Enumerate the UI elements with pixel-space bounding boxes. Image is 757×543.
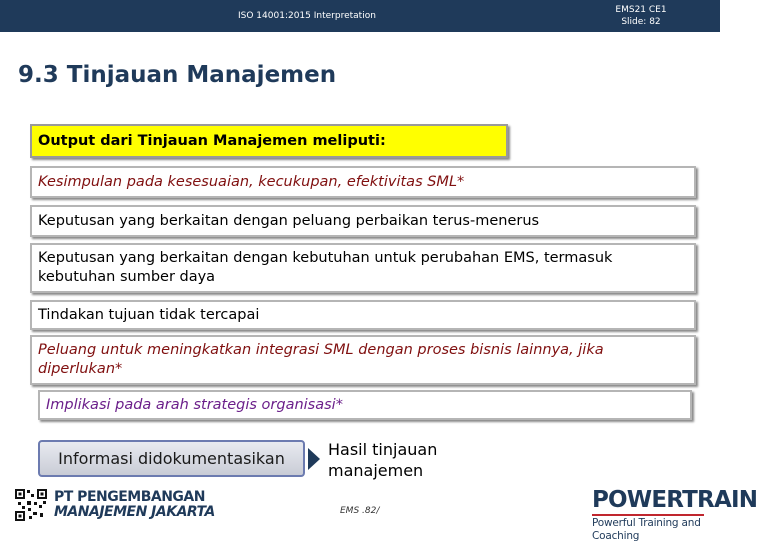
slide-code bbox=[611, 4, 671, 28]
code-line-1: EMS21 CE1 bbox=[615, 5, 667, 15]
item-integration-opportunities: Peluang untuk meningkatkan integrasi SML dengan proses bisnis lainnya, jika diperlukan* bbox=[30, 335, 696, 385]
item-change-decisions: Keputusan yang berkaitan dengan kebutuhan untuk perubahan EMS, termasuk kebutuhan sumber daya bbox=[30, 243, 696, 293]
page-code: EMS .82/ bbox=[340, 506, 380, 516]
item-objectives-not-achieved: Tindakan tujuan tidak tercapai bbox=[30, 300, 696, 330]
company-name-line-1: PT PENGEMBANGAN bbox=[54, 489, 205, 505]
brand-divider bbox=[592, 514, 704, 516]
item-conclusion: Kesimpulan pada kesesuaian, kecukupan, efektivitas SML* bbox=[30, 166, 696, 198]
review-result bbox=[328, 439, 437, 481]
result-line-2: manajemen bbox=[328, 461, 424, 480]
top-bar bbox=[0, 0, 720, 32]
powertrain-logo bbox=[592, 487, 757, 543]
item-strategic-implications: Implikasi pada arah strategis organisasi* bbox=[38, 390, 692, 420]
company-name-line-2: MANAJEMEN JAKARTA bbox=[54, 504, 215, 520]
brand-name: POWERTRAIN bbox=[592, 487, 757, 513]
output-header-box: Output dari Tinjauan Manajemen meliputi: bbox=[30, 124, 508, 158]
code-line-2: Slide: 82 bbox=[621, 17, 661, 27]
documented-information-button[interactable]: Informasi didokumentasikan bbox=[38, 440, 305, 477]
item-improvement-decisions: Keputusan yang berkaitan dengan peluang perbaikan terus-menerus bbox=[30, 205, 696, 237]
qr-code-icon bbox=[14, 488, 48, 522]
result-line-1: Hasil tinjauan bbox=[328, 440, 438, 459]
brand-tagline: Powerful Training and Coaching bbox=[592, 517, 701, 542]
arrow-right-icon bbox=[308, 448, 320, 470]
slide-title: 9.3 Tinjauan Manajemen bbox=[18, 62, 337, 88]
company-logo bbox=[54, 490, 215, 520]
document-title: ISO 14001:2015 Interpretation bbox=[238, 11, 376, 21]
